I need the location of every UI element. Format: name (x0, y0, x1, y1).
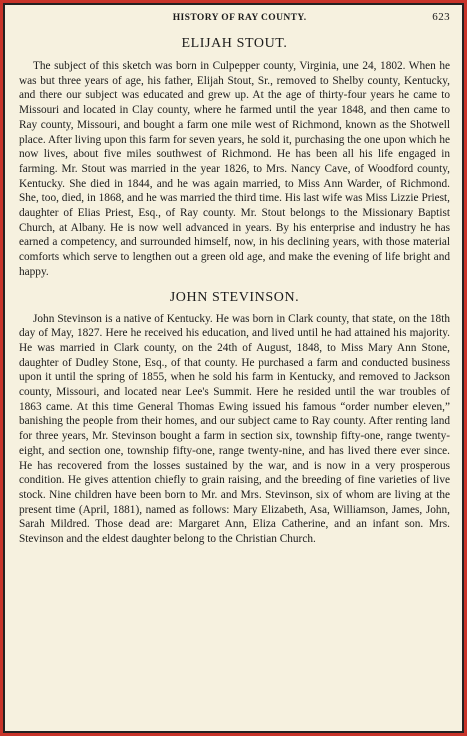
page-number: 623 (432, 11, 450, 23)
book-page (5, 5, 462, 731)
article-heading-john-stevinson: JOHN STEVINSON. (169, 289, 300, 305)
running-head (19, 11, 450, 25)
article-body-john-stevinson: John Stevinson is a native of Kentucky. He was born in Clark county, that state, on the 18th day of May, 1827. Here he received his education, and lived until he had attained his majority. He was married in Clark county, on the 24th of August, 1848, to Miss Mary Ann Stone, daughter of Dudley Stone, Esq., of that county. He purchased a farm and conducted business upon it until the spring of 1855, when he sold his farm in Kentucky, and removed to Jackson county, Missouri, and located near Lee's Summit. Here he resided until the war troubles of 1863 came. At this time General Thomas Ewing issued his famous “order number eleven,” banishing the people from their homes, and our subject came to Ray county. After renting land for three years, Mr. Stevinson bought a farm in section six, township fifty-one, range twenty-eight, and section one, township fifty-one, range twenty-nine, and has lived there ever since. He has recovered from the losses sustained by the war, and is now in a very prosperous condition. He gives attention chiefly to grain raising, and the breeding of fine varieties of live stock. Nine children have been born to Mr. and Mrs. Stevinson, six of whom are living at the present time (April, 1881), named as follows: Mary Elizabeth, Asa, Williamson, James, John, Sarah Mildred. Those dead are: Margaret Ann, Eliza Catherine, and an infant son. Mrs. Stevinson and the eldest daughter belong to the Christian Church. (19, 312, 450, 546)
article-body-elijah-stout: The subject of this sketch was born in Culpepper county, Virginia, une 24, 1802. When he was but three years of age, his father, Elijah Stout, Sr., removed to Shelby county, Kentucky, and there our subject was educated and grew up. At the age of thirty-four years he came to Missouri and located in Clay county, where he farmed until the year 1848, and then came to Ray county, Missouri, and bought a farm one mile west of Richmond, known as the Shotwell place. After living upon this farm for seven years, he sold it, purchasing the one upon which he now lives, about five miles southwest of Richmond. He has been all his life engaged in farming. Mr. Stout was married in the year 1826, to Mrs. Nancy Cave, of Woodford county, Kentucky. She died in 1844, and he was again married, to Miss Ann Warder, of Richmond. She, too, died, in 1868, and he was married the third time. His last wife was Miss Lizzie Priest, daughter of Elias Priest, Esq., of Ray county. Mr. Stout belongs to the Missionary Baptist Church, at Albany. He is now well advanced in years. By his enterprise and industry he has earned a competency, and surrounded himself, now, in his declining years, with those material comforts which serve to lengthen out a green old age, and make the evening of life bright and happy. (19, 60, 450, 278)
page-frame (3, 3, 464, 733)
running-head-title: HISTORY OF RAY COUNTY. (172, 13, 307, 23)
article-heading-elijah-stout: ELIJAH STOUT. (181, 36, 288, 51)
